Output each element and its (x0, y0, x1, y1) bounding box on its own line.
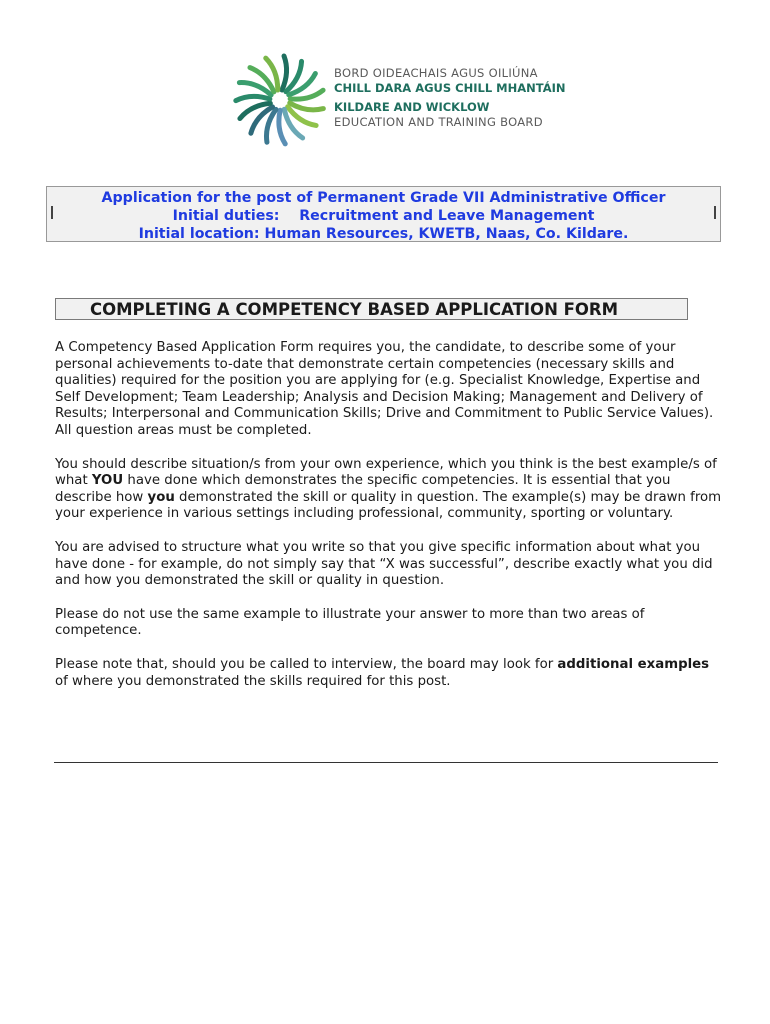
emphasis-you: YOU (91, 473, 124, 489)
instructions-body (55, 340, 725, 707)
paragraph-overview: A Competency Based Application Form requires you, the candidate, to describe some of your personal achievements to-date that demonstrate certain competencies (necessary skills and qualities) required for the position you are applying for (e.g. Specialist Knowledge, Expertise and Self Development; Team Leadership; Analysis and Decision Making; Management and Delivery of Results; Interpersonal and Communication Skills; Drive and Commitment to Public Service Values). All question areas must be completed. (55, 340, 714, 438)
paragraph-describe-situations (55, 457, 725, 523)
paragraph-interview-note (55, 657, 725, 690)
emphasis-additional-examples: additional examples (557, 656, 710, 672)
post-title-box (46, 186, 721, 242)
text-span: of where you demonstrated the skills required for this post. (55, 673, 451, 689)
text-span: Please note that, should you be called to interview, the board may look for (55, 656, 558, 672)
logo-text-english-1: KILDARE AND WICKLOW (334, 100, 490, 114)
swirl-logo-icon (228, 50, 332, 150)
section-heading-box (55, 298, 688, 320)
logo-text-irish-1: BORD OIDEACHAIS AGUS OILIÚNA (334, 66, 538, 80)
initial-duties: Initial duties: Recruitment and Leave Management (172, 208, 595, 224)
horizontal-divider (54, 762, 718, 763)
kwetb-logo (228, 50, 566, 150)
text-span: You should describe situation/s from your own experience, which you think is the best example/s of what (55, 456, 717, 489)
logo-text-irish-2: CHILL DARA AGUS CHILL MHANTÁIN (334, 81, 566, 95)
paragraph-structure-advice: You are advised to structure what you write so that you give specific information about what you have done - for example, do not simply say that “X was successful”, describe exactly what you did and how you demonstrated the skill or quality in question. (55, 539, 713, 589)
logo-text-english-2: EDUCATION AND TRAINING BOARD (334, 115, 543, 129)
text-span: demonstrated the skill or quality in question. The example(s) may be drawn from your experience in various settings including professional, community, sporting or voluntary. (55, 489, 722, 522)
paragraph-example-limit: Please do not use the same example to illustrate your answer to more than two areas of competence. (55, 606, 645, 639)
section-heading: COMPLETING A COMPETENCY BASED APPLICATION FORM (90, 300, 619, 319)
post-title: Application for the post of Permanent Grade VII Administrative Officer (101, 190, 666, 206)
emphasis-you-lower: you (147, 489, 175, 505)
initial-location: Initial location: Human Resources, KWETB, Naas, Co. Kildare. (138, 226, 629, 242)
text-span: have done which demonstrates the specific competencies. It is essential that you describe how (55, 473, 671, 505)
